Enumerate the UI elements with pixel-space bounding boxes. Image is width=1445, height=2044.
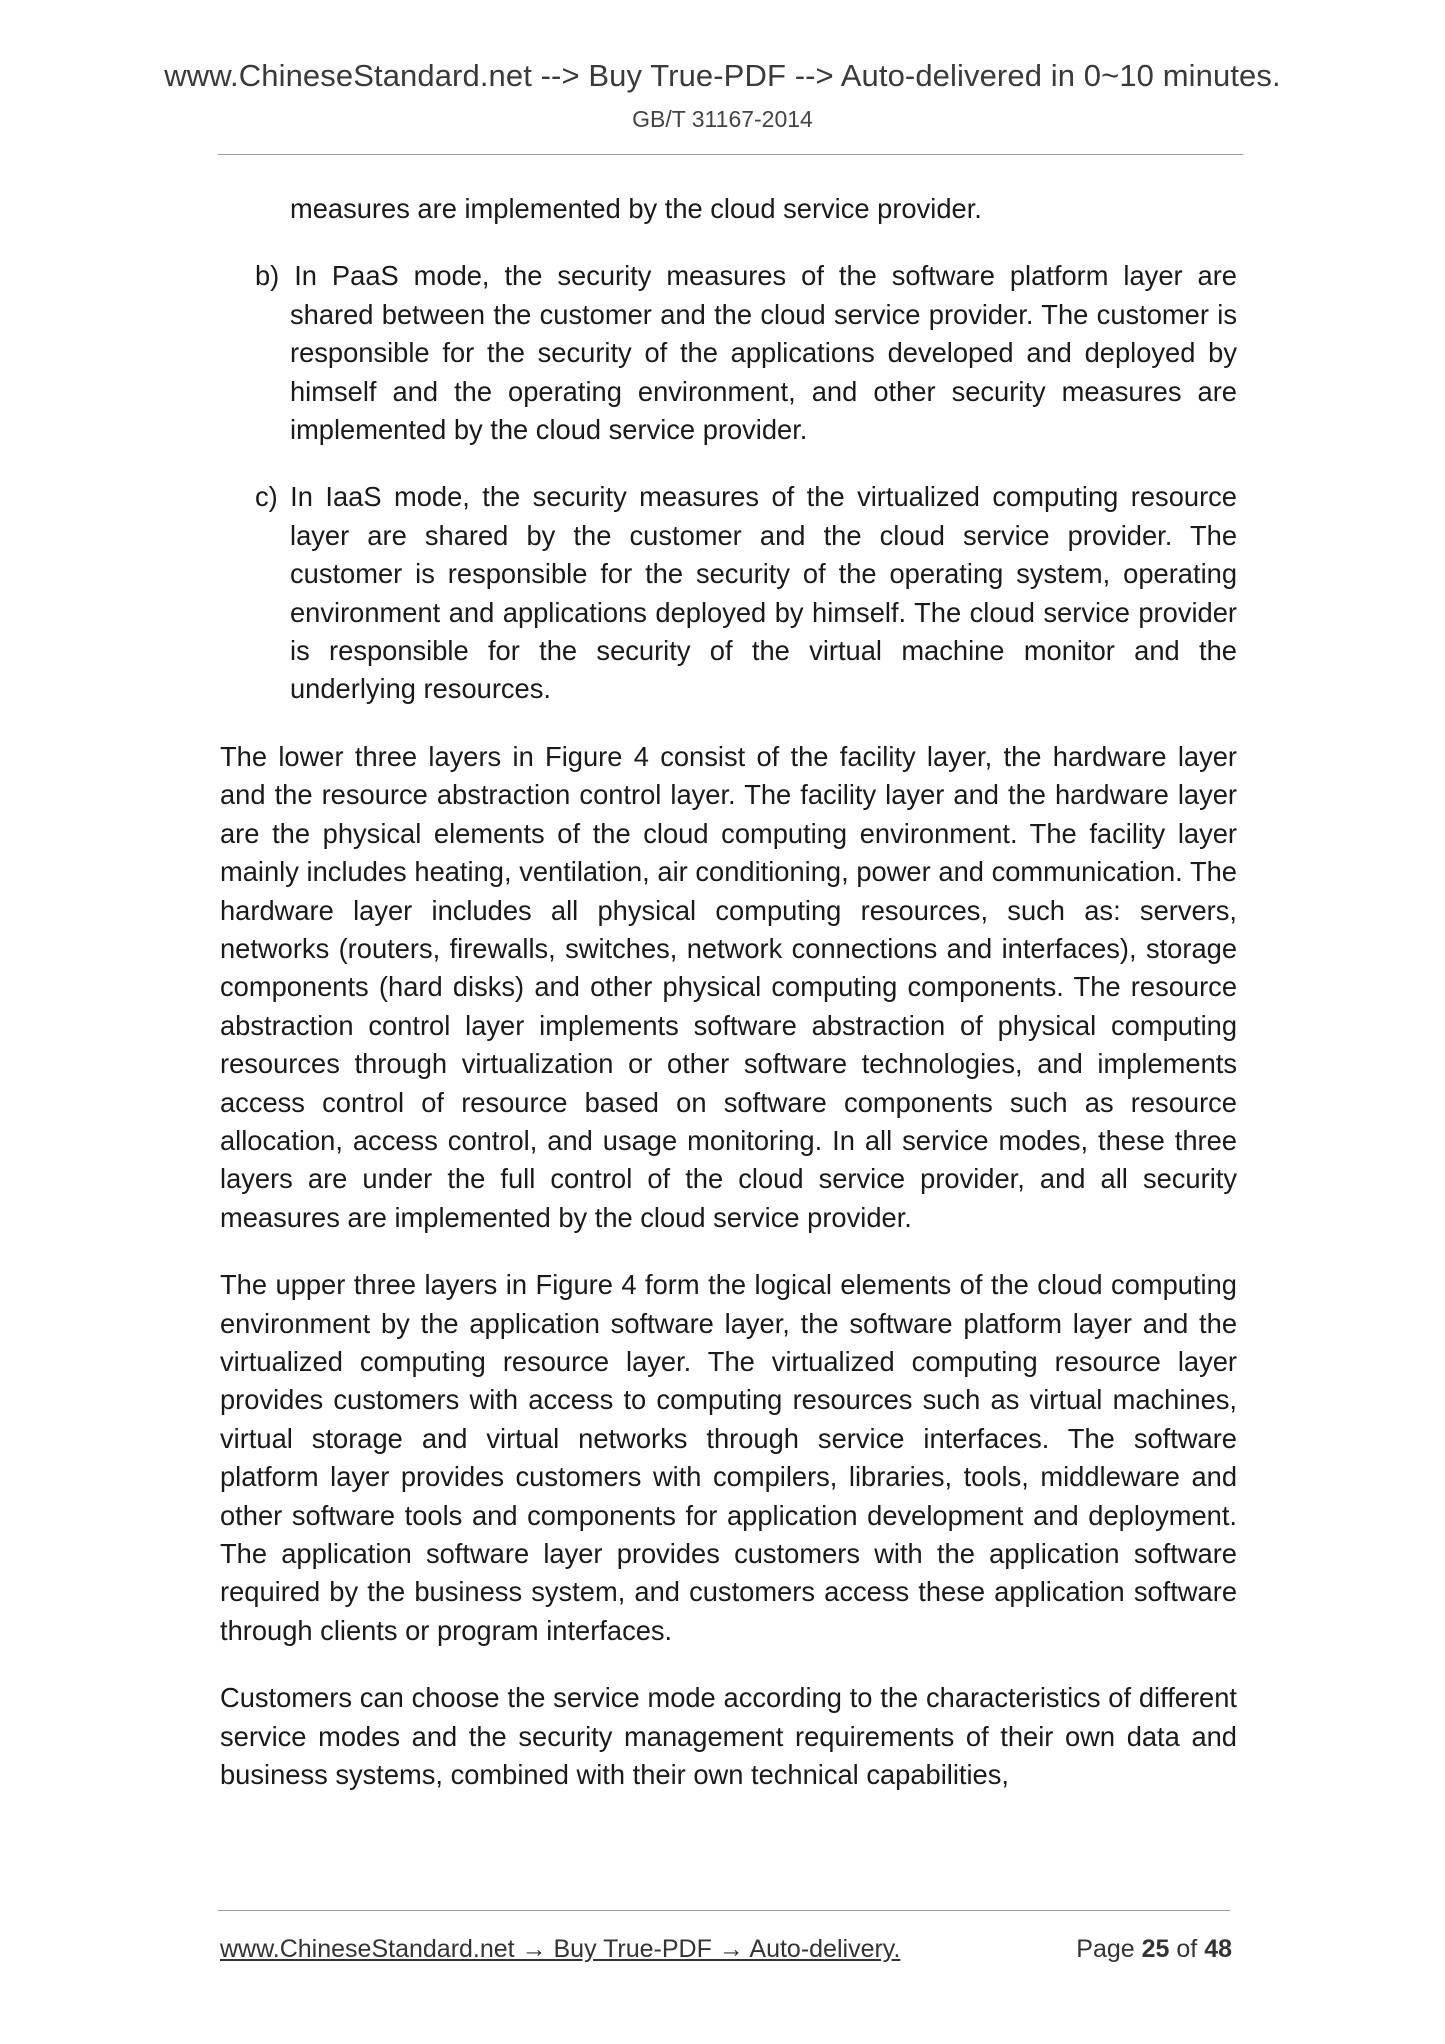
- total-pages: 48: [1204, 1935, 1232, 1963]
- paragraph-upper-layers: The upper three layers in Figure 4 form the logical elements of the cloud computing environment by the application software layer, the software platform layer and the virtualized computing resource layer. The virtualized computing resource layer provides customers with access to computing resources such as virtual machines, virtual storage and virtual networks through service interfaces. The software platform layer provides customers with compilers, libraries, tools, middleware and other software tools and components for application development and deployment. The application software layer provides customers with the application software required by the business system, and customers access these application software through clients or program interfaces.: [220, 1269, 1237, 1646]
- paragraph-service-mode: Customers can choose the service mode according to the characteristics of different service modes and the security management requirements of their own data and business systems, combined with their own technical capabilities,: [220, 1682, 1237, 1791]
- document-body: [220, 190, 1237, 1823]
- list-item-b: b) In PaaS mode, the security measures of the software platform layer are shared between the customer and the cloud service provider. The customer is responsible for the security of the applications developed and deployed by himself and the operating environment, and other security measures are implemented by the cloud service provider.: [255, 260, 1237, 446]
- continuation-text: measures are implemented by the cloud service provider.: [290, 193, 982, 224]
- header-title: www.ChineseStandard.net --> Buy True-PDF --> Auto-delivered in 0~10 minutes.: [164, 58, 1281, 93]
- footer-link[interactable]: www.ChineseStandard.net → Buy True-PDF → Auto-delivery.: [220, 1935, 901, 1963]
- paragraph-lower-layers: The lower three layers in Figure 4 consist of the facility layer, the hardware layer and the resource abstraction control layer. The facility layer and the hardware layer are the physical elements of the cloud computing environment. The facility layer mainly includes heating, ventilation, air conditioning, power and communication. The hardware layer includes all physical computing resources, such as: servers, networks (routers, firewalls, switches, network connections and interfaces), storage components (hard disks) and other physical computing components. The resource abstraction control layer implements software abstraction of physical computing resources through virtualization or other software technologies, and implements access control of resource based on software components such as resource allocation, access control, and usage monitoring. In all service modes, these three layers are under the full control of the cloud service provider, and all security measures are implemented by the cloud service provider.: [220, 740, 1237, 1233]
- page-footer: [220, 1935, 1232, 1971]
- standard-number: GB/T 31167-2014: [632, 106, 813, 132]
- page-indicator: [1076, 1935, 1232, 1964]
- list-item-c: c) In IaaS mode, the security measures of the virtualized computing resource layer are shared by the customer and the cloud service provider. The customer is responsible for the security of the operating system, operating environment and applications deployed by himself. The cloud service provider is responsible for the security of the virtual machine monitor and the underlying resources.: [255, 481, 1237, 705]
- page-number: 25: [1141, 1935, 1170, 1963]
- footer-divider: [218, 1910, 1230, 1911]
- page-label: Page: [1076, 1935, 1135, 1963]
- of-label: of: [1176, 1935, 1198, 1963]
- header-divider: [218, 154, 1243, 155]
